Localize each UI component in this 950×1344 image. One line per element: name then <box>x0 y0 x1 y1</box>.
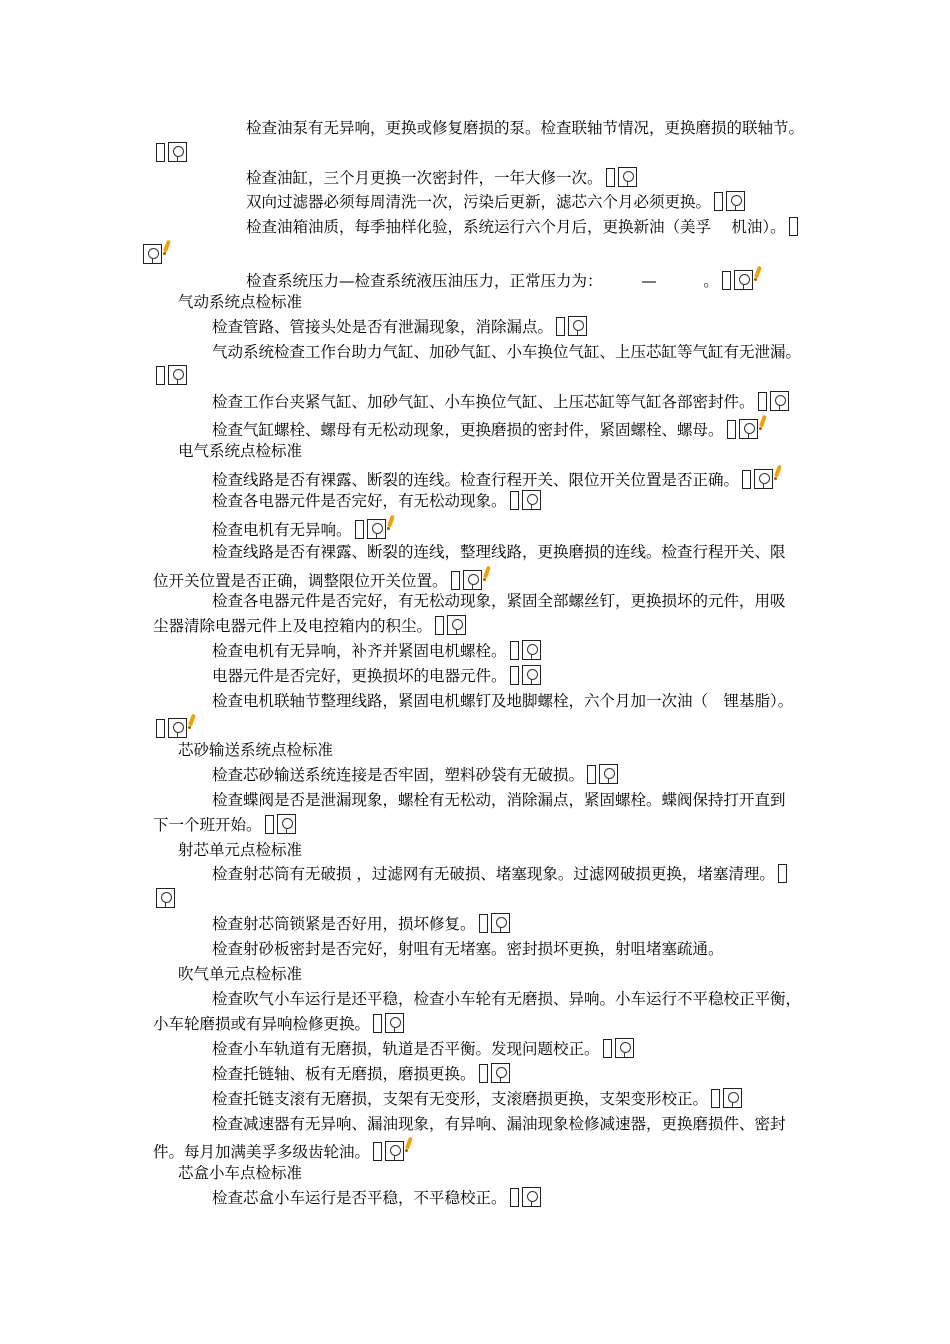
text-line-2 <box>153 142 187 164</box>
pencil-annotation-icon[interactable] <box>163 240 171 258</box>
lightbulb-comment-icon[interactable] <box>770 391 789 411</box>
pencil-annotation-icon[interactable] <box>483 566 491 584</box>
text-line-15: 检查线路是否有裸露、断裂的连线。检查行程开关、限位开关位置是否正确。 <box>212 465 782 491</box>
placeholder-box-icon <box>587 765 596 784</box>
placeholder-box-icon <box>510 666 519 685</box>
lightbulb-comment-icon[interactable] <box>385 1141 404 1161</box>
text-line-18: 检查线路是否有裸露、断裂的连线，整理线路，更换磨损的连线。检查行程开关、限 <box>212 543 786 561</box>
placeholder-box-icon <box>778 864 787 883</box>
pencil-annotation-icon[interactable] <box>774 465 782 483</box>
text-line-19: 位开关位置是否正确，调整限位开关位置。 <box>153 566 491 592</box>
text-line-34: 检查射砂板密封是否完好，射咀有无堵塞。密封损坏更换，射咀堵塞疏通。 <box>212 940 724 958</box>
text-line-33: 检查射芯筒锁紧是否好用，损坏修复。 <box>212 913 510 935</box>
text-line-5: 检查油箱油质，每季抽样化验，系统运行六个月后，更换新油（美孚 机油）。 <box>246 216 798 238</box>
section-heading-electrical: 电气系统点检标准 <box>178 442 303 460</box>
placeholder-box-icon <box>742 470 751 489</box>
text-line-36: 检查吹气小车运行是还平稳，检查小车轮有无磨损、异响。小车运行不平稳校正平衡， <box>212 990 802 1008</box>
text-line-9: 检查管路、管接头处是否有泄漏现象，消除漏点。 <box>212 316 587 338</box>
placeholder-box-icon <box>510 1188 519 1207</box>
placeholder-box-icon <box>714 192 723 211</box>
placeholder-box-icon <box>556 317 565 336</box>
placeholder-box-icon <box>156 719 165 738</box>
text-line-42: 件。每月加满美孚多级齿轮油。 <box>153 1137 413 1163</box>
placeholder-box-icon <box>265 815 274 834</box>
placeholder-box-icon <box>156 143 165 162</box>
lightbulb-comment-icon[interactable] <box>734 270 753 290</box>
lightbulb-comment-icon[interactable] <box>522 490 541 510</box>
text-line-31: 检查射芯筒有无破损 ，过滤网有无破损、堵塞现象。过滤网破损更换，堵塞清理。 <box>212 863 787 885</box>
text-line-21: 尘器清除电器元件上及电控箱内的积尘。 <box>153 615 466 637</box>
lightbulb-comment-icon[interactable] <box>522 665 541 685</box>
placeholder-box-icon <box>727 420 736 439</box>
lightbulb-comment-icon[interactable] <box>168 718 187 738</box>
lightbulb-comment-icon[interactable] <box>723 1088 742 1108</box>
lightbulb-comment-icon[interactable] <box>754 469 773 489</box>
lightbulb-comment-icon[interactable] <box>143 244 162 264</box>
lightbulb-comment-icon[interactable] <box>385 1013 404 1033</box>
text-line-17: 检查电机有无异响。 <box>212 515 395 541</box>
placeholder-box-icon <box>373 1142 382 1161</box>
lightbulb-comment-icon[interactable] <box>615 1038 634 1058</box>
text-line-10: 气动系统检查工作台助力气缸、加砂气缸、小车换位气缸、上压芯缸等气缸有无泄漏。 <box>212 343 802 361</box>
text-line-23: 电器元件是否完好，更换损坏的电器元件。 <box>212 665 541 687</box>
text-line-20: 检查各电器元件是否完好，有无松动现象，紧固全部螺丝钉，更换损坏的元件，用吸 <box>212 592 786 610</box>
lightbulb-comment-icon[interactable] <box>491 1063 510 1083</box>
lightbulb-comment-icon[interactable] <box>447 615 466 635</box>
lightbulb-comment-icon[interactable] <box>491 913 510 933</box>
lightbulb-comment-icon[interactable] <box>367 519 386 539</box>
text-line-40: 检查托链支滚有无磨损，支架有无变形，支滚磨损更换，支架变形校正。 <box>212 1088 742 1110</box>
text-line-11 <box>153 365 187 387</box>
pencil-annotation-icon[interactable] <box>405 1137 413 1155</box>
text-line-28: 检查蝶阀是否是泄漏现象，螺栓有无松动，消除漏点，紧固螺栓。蝶阀保持打开直到 <box>212 791 786 809</box>
text-line-32 <box>153 888 175 910</box>
placeholder-box-icon <box>479 914 488 933</box>
lightbulb-comment-icon[interactable] <box>726 191 745 211</box>
lightbulb-comment-icon[interactable] <box>277 814 296 834</box>
text-line-27: 检查芯砂输送系统连接是否牢固，塑料砂袋有无破损。 <box>212 764 618 786</box>
placeholder-box-icon <box>603 1039 612 1058</box>
lightbulb-comment-icon[interactable] <box>568 316 587 336</box>
placeholder-box-icon <box>451 571 460 590</box>
lightbulb-comment-icon[interactable] <box>739 419 758 439</box>
text-line-37: 小车轮磨损或有异响检修更换。 <box>153 1013 404 1035</box>
text-line-16: 检查各电器元件是否完好，有无松动现象。 <box>212 490 541 512</box>
lightbulb-comment-icon[interactable] <box>168 142 187 162</box>
placeholder-box-icon <box>156 366 165 385</box>
text-line-6 <box>140 240 171 266</box>
text-line-1: 检查油泵有无异响，更换或修复磨损的泵。检查联轴节情况，更换磨损的联轴节。 <box>246 119 805 137</box>
text-line-38: 检查小车轨道有无磨损，轨道是否平衡。发现问题校正。 <box>212 1038 634 1060</box>
pencil-annotation-icon[interactable] <box>188 714 196 732</box>
placeholder-box-icon <box>789 217 798 236</box>
section-heading-core-shooting: 射芯单元点检标准 <box>178 841 303 859</box>
placeholder-box-icon <box>510 641 519 660</box>
text-line-24: 检查电机联轴节整理线路，紧固电机螺钉及地脚螺栓，六个月加一次油（ 锂基脂）。 <box>212 692 794 710</box>
text-line-12: 检查工作台夹紧气缸、加砂气缸、小车换位气缸、上压芯缸等气缸各部密封件。 <box>212 391 789 413</box>
placeholder-box-icon <box>606 168 615 187</box>
text-line-39: 检查托链轴、板有无磨损，磨损更换。 <box>212 1063 510 1085</box>
text-line-25 <box>153 714 196 740</box>
lightbulb-comment-icon[interactable] <box>168 365 187 385</box>
section-heading-core-sand: 芯砂输送系统点检标准 <box>178 741 334 759</box>
text-line-7: 检查系统压力—检查系统液压油压力，正常压力为： — 。 <box>246 266 762 292</box>
pencil-annotation-icon[interactable] <box>387 515 395 533</box>
section-heading-pneumatic: 气动系统点检标准 <box>178 293 303 311</box>
lightbulb-comment-icon[interactable] <box>463 570 482 590</box>
text-line-29: 下一个班开始。 <box>153 814 296 836</box>
lightbulb-comment-icon[interactable] <box>618 167 637 187</box>
placeholder-box-icon <box>758 392 767 411</box>
text-line-13: 检查气缸螺栓、螺母有无松动现象，更换磨损的密封件，紧固螺栓、螺母。 <box>212 415 767 441</box>
placeholder-box-icon <box>373 1014 382 1033</box>
lightbulb-comment-icon[interactable] <box>522 640 541 660</box>
placeholder-box-icon <box>479 1064 488 1083</box>
placeholder-box-icon <box>722 271 731 290</box>
text-line-22: 检查电机有无异响，补齐并紧固电机螺栓。 <box>212 640 541 662</box>
pencil-annotation-icon[interactable] <box>754 266 762 284</box>
section-heading-core-box-cart: 芯盒小车点检标准 <box>178 1164 303 1182</box>
text-line-41: 检查减速器有无异响、漏油现象，有异响、漏油现象检修减速器，更换磨损件、密封 <box>212 1115 786 1133</box>
placeholder-box-icon <box>355 520 364 539</box>
placeholder-box-icon <box>510 491 519 510</box>
lightbulb-comment-icon[interactable] <box>522 1187 541 1207</box>
lightbulb-comment-icon[interactable] <box>599 764 618 784</box>
text-line-3: 检查油缸，三个月更换一次密封件，一年大修一次。 <box>246 167 637 189</box>
pencil-annotation-icon[interactable] <box>759 415 767 433</box>
placeholder-box-icon <box>435 616 444 635</box>
placeholder-box-icon <box>711 1089 720 1108</box>
section-heading-blowing: 吹气单元点检标准 <box>178 965 303 983</box>
text-line-44: 检查芯盒小车运行是否平稳，不平稳校正。 <box>212 1187 541 1209</box>
text-line-4: 双向过滤器必须每周清洗一次，污染后更新，滤芯六个月必须更换。 <box>246 191 745 213</box>
lightbulb-comment-icon[interactable] <box>156 888 175 908</box>
